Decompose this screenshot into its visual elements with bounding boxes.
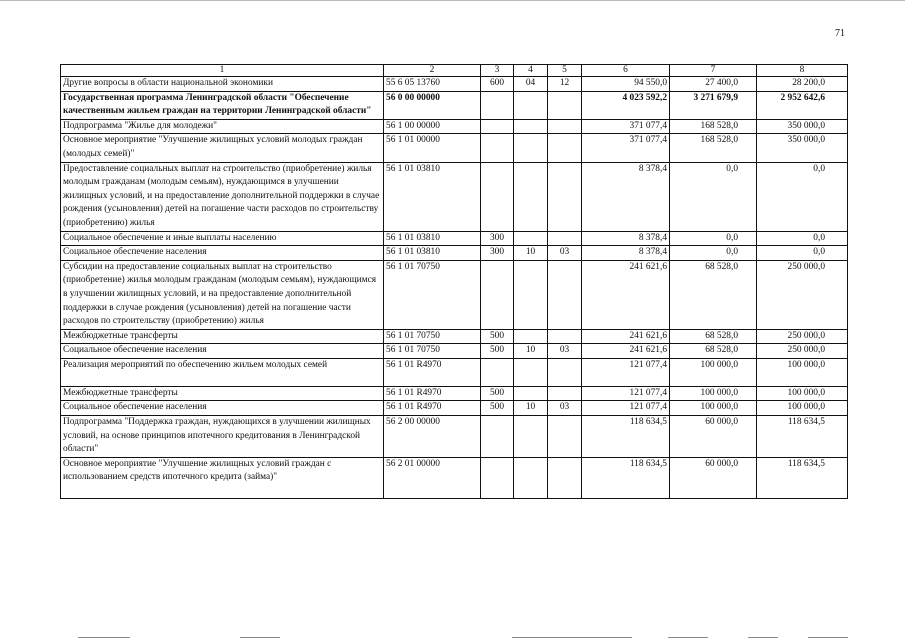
row-col3: [481, 416, 514, 458]
table-header-row: [61, 65, 848, 77]
row-col5: 12: [548, 77, 582, 92]
row-value-7: 0,0: [670, 162, 757, 231]
table-row: [61, 91, 848, 119]
row-col4: [514, 119, 548, 134]
row-name: Социальное обеспечение населения: [61, 246, 384, 261]
row-value-8: 250 000,0: [757, 329, 848, 344]
row-value-6: 94 550,0: [582, 77, 670, 92]
row-name: Межбюджетные трансферты: [61, 329, 384, 344]
row-code: 56 1 01 70750: [384, 260, 481, 329]
row-value-6: 121 077,4: [582, 386, 670, 401]
row-code: 56 0 00 00000: [384, 91, 481, 119]
row-col5: [548, 134, 582, 162]
table-row: [61, 386, 848, 401]
row-col5: 03: [548, 401, 582, 416]
row-value-8: 0,0: [757, 231, 848, 246]
row-code: 56 2 01 00000: [384, 457, 481, 498]
scan-mark: [668, 637, 708, 638]
row-name: Социальное обеспечение населения: [61, 344, 384, 359]
row-col3: [481, 162, 514, 231]
row-value-8: 100 000,0: [757, 401, 848, 416]
table-row: [61, 119, 848, 134]
row-value-6: 121 077,4: [582, 358, 670, 386]
row-value-8: 100 000,0: [757, 386, 848, 401]
table-row: [61, 77, 848, 92]
row-name: Предоставление социальных выплат на строительство (приобретение) жилья молодым гражданам (молодым семьям), нуждающимся в улучшении жилищных условий, и на предоставление дополнительной поддержки в случае рождения (усыновления) детей на погашение части расходов по строительству (приобретению) жилья: [61, 162, 384, 231]
row-col3: 500: [481, 344, 514, 359]
row-name: Государственная программа Ленинградской области "Обеспечение качественным жильем граждан на территории Ленинградской области": [61, 91, 384, 119]
row-code: 55 6 05 13760: [384, 77, 481, 92]
row-value-6: 241 621,6: [582, 260, 670, 329]
row-value-6: 371 077,4: [582, 134, 670, 162]
row-col4: 10: [514, 401, 548, 416]
scan-mark: [808, 637, 848, 638]
table-row: [61, 416, 848, 458]
row-value-7: 168 528,0: [670, 119, 757, 134]
row-value-6: 8 378,4: [582, 162, 670, 231]
row-code: 56 1 01 03810: [384, 246, 481, 261]
row-name: Основное мероприятие "Улучшение жилищных условий граждан с использованием средств ипотечного кредита (займа)": [61, 457, 384, 498]
row-col3: [481, 119, 514, 134]
table-row: [61, 134, 848, 162]
row-value-6: 4 023 592,2: [582, 91, 670, 119]
row-col3: 300: [481, 231, 514, 246]
row-value-7: 68 528,0: [670, 344, 757, 359]
column-header: 2: [384, 65, 481, 77]
row-value-7: 60 000,0: [670, 457, 757, 498]
column-header: 7: [670, 65, 757, 77]
row-col4: [514, 91, 548, 119]
row-col3: [481, 358, 514, 386]
row-value-7: 100 000,0: [670, 386, 757, 401]
row-code: 56 1 01 03810: [384, 162, 481, 231]
row-col5: [548, 416, 582, 458]
row-col4: 04: [514, 77, 548, 92]
row-col5: [548, 162, 582, 231]
row-col4: 10: [514, 246, 548, 261]
column-header: 3: [481, 65, 514, 77]
scan-mark: [748, 637, 778, 638]
row-col5: [548, 260, 582, 329]
row-col4: [514, 162, 548, 231]
row-name: Социальное обеспечение и иные выплаты населению: [61, 231, 384, 246]
row-col4: [514, 358, 548, 386]
row-value-8: 100 000,0: [757, 358, 848, 386]
row-col5: [548, 119, 582, 134]
row-col5: [548, 358, 582, 386]
row-code: 56 1 01 R4970: [384, 386, 481, 401]
row-col3: 500: [481, 401, 514, 416]
row-value-6: 241 621,6: [582, 344, 670, 359]
row-name: Подпрограмма "Жилье для молодежи": [61, 119, 384, 134]
row-col5: [548, 231, 582, 246]
row-value-7: 3 271 679,9: [670, 91, 757, 119]
row-name: Основное мероприятие "Улучшение жилищных условий молодых граждан (молодых семей)": [61, 134, 384, 162]
column-header: 8: [757, 65, 848, 77]
row-value-8: 118 634,5: [757, 416, 848, 458]
row-col5: 03: [548, 344, 582, 359]
row-name: Подпрограмма "Поддержка граждан, нуждающихся в улучшении жилищных условий, на основе принципов ипотечного кредитования в Ленинградской области": [61, 416, 384, 458]
row-value-8: 350 000,0: [757, 119, 848, 134]
row-col4: [514, 457, 548, 498]
budget-table: [60, 64, 848, 499]
row-value-8: 250 000,0: [757, 344, 848, 359]
table-row: [61, 231, 848, 246]
row-value-7: 68 528,0: [670, 329, 757, 344]
row-col3: [481, 134, 514, 162]
column-header: 1: [61, 65, 384, 77]
row-value-8: 0,0: [757, 162, 848, 231]
row-col3: 300: [481, 246, 514, 261]
row-col4: [514, 416, 548, 458]
scan-mark: [512, 637, 632, 638]
table-row: [61, 401, 848, 416]
row-value-6: 118 634,5: [582, 457, 670, 498]
row-col4: 10: [514, 344, 548, 359]
row-value-7: 100 000,0: [670, 401, 757, 416]
row-code: 56 1 01 70750: [384, 344, 481, 359]
row-col3: [481, 91, 514, 119]
page-number: 71: [835, 28, 845, 39]
table-row: [61, 329, 848, 344]
row-code: 56 1 01 70750: [384, 329, 481, 344]
page-top-edge: [0, 0, 905, 5]
column-header: 6: [582, 65, 670, 77]
row-col5: [548, 386, 582, 401]
row-code: 56 2 00 00000: [384, 416, 481, 458]
row-col4: [514, 134, 548, 162]
row-value-7: 27 400,0: [670, 77, 757, 92]
row-col5: [548, 91, 582, 119]
row-value-7: 68 528,0: [670, 260, 757, 329]
row-value-7: 0,0: [670, 246, 757, 261]
row-name: Другие вопросы в области национальной экономики: [61, 77, 384, 92]
scan-mark: [240, 637, 280, 638]
row-col4: [514, 386, 548, 401]
row-value-8: 28 200,0: [757, 77, 848, 92]
row-col4: [514, 231, 548, 246]
row-name: Межбюджетные трансферты: [61, 386, 384, 401]
row-name: Реализация мероприятий по обеспечению жильем молодых семей: [61, 358, 384, 386]
row-col3: 500: [481, 329, 514, 344]
row-value-7: 0,0: [670, 231, 757, 246]
row-value-6: 241 621,6: [582, 329, 670, 344]
table-row: [61, 260, 848, 329]
row-value-8: 2 952 642,6: [757, 91, 848, 119]
row-col5: [548, 457, 582, 498]
table-row: [61, 358, 848, 386]
row-value-8: 0,0: [757, 246, 848, 261]
row-col5: [548, 329, 582, 344]
row-col3: [481, 260, 514, 329]
row-value-8: 350 000,0: [757, 134, 848, 162]
row-col3: 600: [481, 77, 514, 92]
row-value-6: 8 378,4: [582, 231, 670, 246]
column-header: 4: [514, 65, 548, 77]
scan-mark: [78, 637, 130, 638]
row-col4: [514, 260, 548, 329]
scan-bottom-edge: [0, 634, 905, 640]
row-code: 56 1 01 03810: [384, 231, 481, 246]
row-code: 56 1 01 00000: [384, 134, 481, 162]
table-row: [61, 162, 848, 231]
row-value-6: 371 077,4: [582, 119, 670, 134]
table-row: [61, 246, 848, 261]
column-header: 5: [548, 65, 582, 77]
row-value-6: 121 077,4: [582, 401, 670, 416]
row-value-7: 100 000,0: [670, 358, 757, 386]
table-row: [61, 457, 848, 498]
row-value-6: 118 634,5: [582, 416, 670, 458]
row-value-6: 8 378,4: [582, 246, 670, 261]
row-name: Субсидии на предоставление социальных выплат на строительство (приобретение) жилья молодым гражданам (молодым семьям), нуждающимся в улучшении жилищных условий, и на предоставление дополнительной поддержки в случае рождения (усыновления) детей на погашение части расходов по строительству (приобретению) жилья: [61, 260, 384, 329]
row-col4: [514, 329, 548, 344]
row-value-7: 60 000,0: [670, 416, 757, 458]
row-code: 56 1 01 R4970: [384, 358, 481, 386]
row-code: 56 1 01 R4970: [384, 401, 481, 416]
row-value-7: 168 528,0: [670, 134, 757, 162]
row-value-8: 118 634,5: [757, 457, 848, 498]
table-row: [61, 344, 848, 359]
row-name: Социальное обеспечение населения: [61, 401, 384, 416]
row-col3: 500: [481, 386, 514, 401]
row-col5: 03: [548, 246, 582, 261]
row-col3: [481, 457, 514, 498]
row-code: 56 1 00 00000: [384, 119, 481, 134]
row-value-8: 250 000,0: [757, 260, 848, 329]
